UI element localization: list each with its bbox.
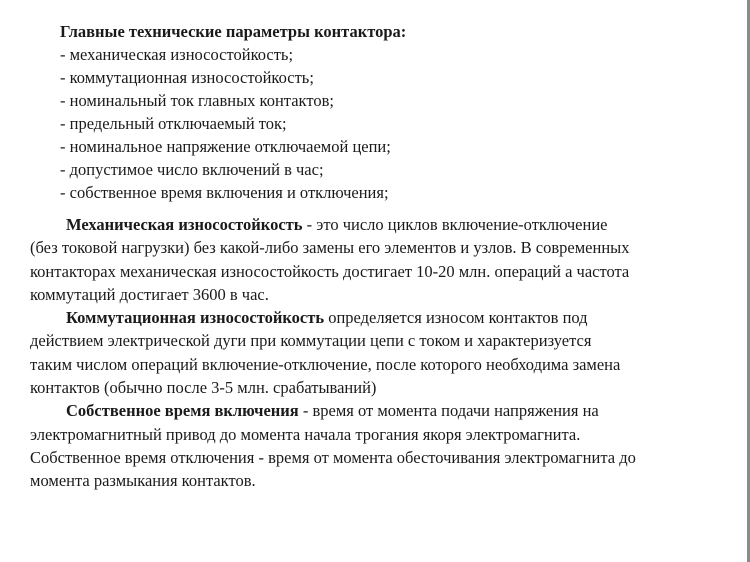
paragraph-line: - время от момента подачи напряжения на (298, 401, 599, 421)
list-item: - собственное время включения и отключения; (60, 183, 389, 202)
body-text (30, 213, 730, 493)
paragraph-switching-time (30, 399, 730, 492)
paragraph-switching-durability (30, 306, 730, 399)
paragraph-line: (без токовой нагрузки) без какой-либо замены его элементов и узлов. В современных (30, 238, 630, 258)
paragraph-line: контактов (обычно после 3-5 млн. срабатываний) (30, 378, 377, 398)
list-item: - номинальный ток главных контактов; (60, 91, 334, 110)
term-switching-time: Собственное время включения (66, 401, 299, 421)
list-item: - допустимое число включений в час; (60, 160, 324, 179)
list-item: - номинальное напряжение отключаемой цепи; (60, 137, 391, 156)
term-switching-durability: Коммутационная износостойкость (66, 308, 325, 328)
parameters-list (60, 43, 391, 204)
paragraph-line: таким числом операций включение-отключение, после которого необходима замена (30, 354, 621, 374)
list-item: - механическая износостойкость; (60, 45, 294, 64)
list-item: - предельный отключаемый ток; (60, 114, 287, 133)
paragraph-line: электромагнитный привод до момента начала трогания якоря электромагнита. (30, 424, 581, 444)
paragraph-line: момента размыкания контактов. (30, 471, 256, 491)
paragraph-line: - это число циклов включение-отключение (302, 215, 608, 234)
paragraph-mechanical-durability (30, 213, 730, 306)
list-item: - коммутационная износостойкость; (60, 68, 314, 87)
paragraph-line: контакторах механическая износостойкость достигает 10-20 млн. операций а частота (30, 261, 630, 281)
paragraph-line: определяется износом контактов под (324, 308, 588, 328)
paragraph-line: коммутаций достигает 3600 в час. (30, 284, 269, 304)
paragraph-line: действием электрической дуги при коммутации цепи с током и характеризуется (30, 331, 592, 351)
paragraph-line: Собственное время отключения - время от момента обесточивания электромагнита до (30, 447, 636, 467)
section-heading: Главные технические параметры контактора: (60, 22, 407, 41)
term-mechanical-durability: Механическая износостойкость (66, 215, 303, 234)
